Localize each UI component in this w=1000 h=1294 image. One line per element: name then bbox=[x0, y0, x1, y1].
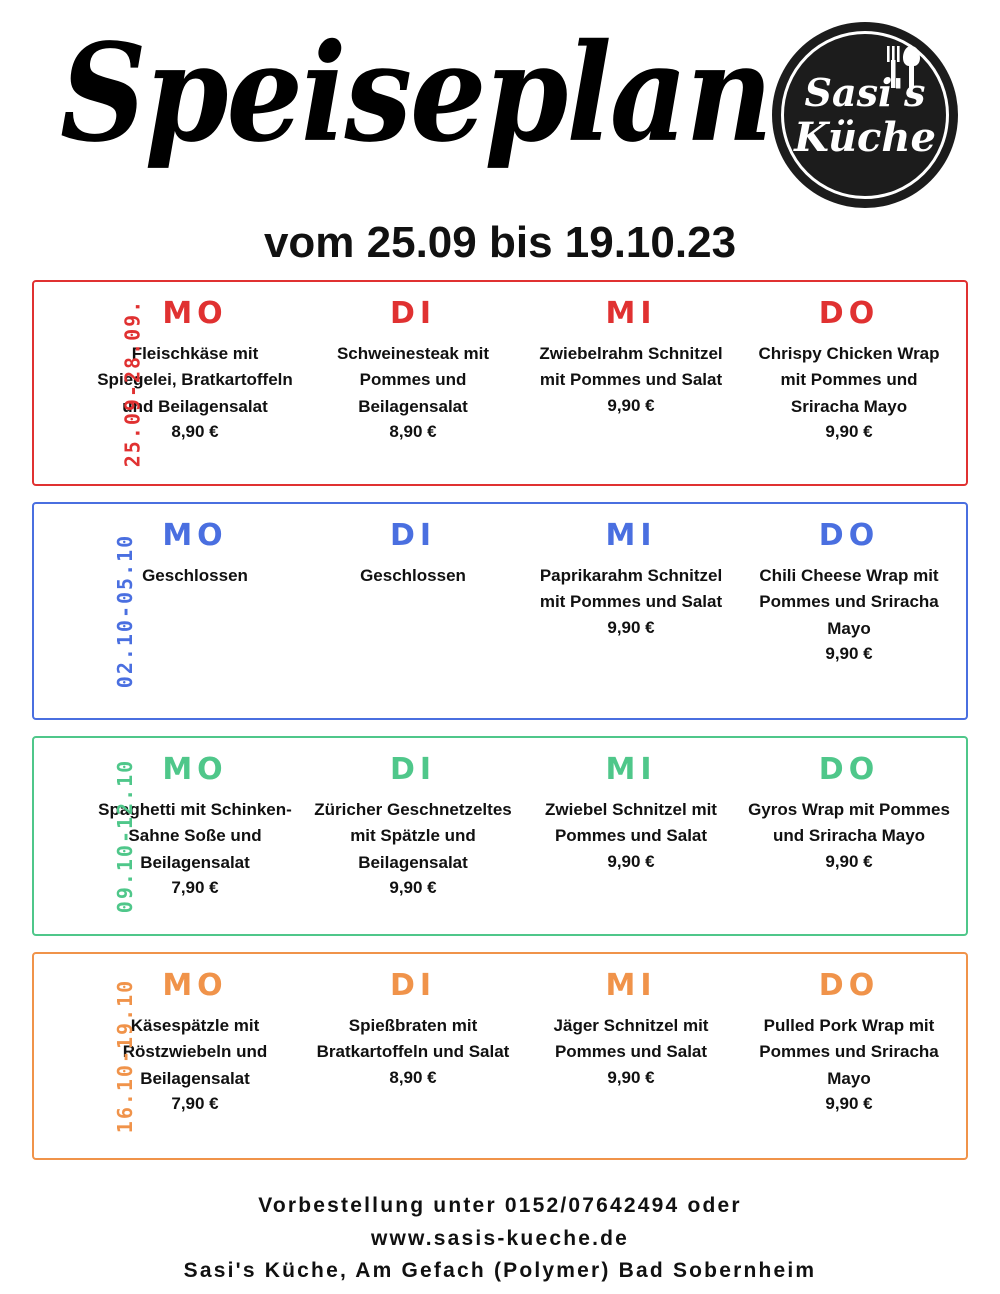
price-do-3: 9,90 € bbox=[825, 851, 873, 871]
day-name-di-4: DI bbox=[389, 968, 437, 1003]
day-column-mi-3 bbox=[522, 748, 740, 898]
dish-mo-4: Käsespätzle mit Röstzwiebeln und Beilagensalat bbox=[122, 1016, 268, 1088]
week-block-4 bbox=[32, 952, 968, 1160]
week-block-3 bbox=[32, 736, 968, 936]
dish-do-4: Pulled Pork Wrap mit Pommes und Sriracha Mayo bbox=[759, 1016, 939, 1088]
poster-header bbox=[0, 0, 1000, 280]
price-do-1: 9,90 € bbox=[825, 422, 873, 442]
poster-footer bbox=[0, 1190, 1000, 1288]
week-days-1 bbox=[86, 292, 958, 442]
day-column-do-1 bbox=[740, 292, 958, 442]
day-column-do-4 bbox=[740, 964, 958, 1114]
dish-do-1: Chrispy Chicken Wrap mit Pommes und Sriracha Mayo bbox=[758, 344, 940, 416]
dish-di-1: Schweinesteak mit Pommes und Beilagensalat bbox=[336, 344, 490, 416]
price-mi-3: 9,90 € bbox=[607, 851, 655, 871]
week-date-range-2: 02.10-05.10 bbox=[113, 533, 138, 689]
price-mi-4: 9,90 € bbox=[607, 1067, 655, 1087]
day-name-di-1: DI bbox=[389, 296, 437, 331]
date-range-subtitle: vom 25.09 bis 19.10.23 bbox=[263, 218, 737, 267]
day-column-di-2 bbox=[304, 514, 522, 664]
day-column-di-1 bbox=[304, 292, 522, 442]
price-mo-3: 7,90 € bbox=[171, 878, 219, 898]
day-name-mi-2: MI bbox=[605, 518, 657, 553]
day-name-mi-3: MI bbox=[605, 752, 657, 787]
week-days-2 bbox=[86, 514, 958, 664]
week-days-4 bbox=[86, 964, 958, 1114]
price-di-3: 9,90 € bbox=[389, 878, 437, 898]
day-column-mi-2 bbox=[522, 514, 740, 664]
dish-do-3: Gyros Wrap mit Pommes und Sriracha Mayo bbox=[748, 800, 950, 846]
day-name-mo-1: MO bbox=[162, 296, 228, 331]
price-mo-1: 8,90 € bbox=[171, 422, 219, 442]
day-column-do-2 bbox=[740, 514, 958, 664]
week-date-range-3: 09.10-12.10 bbox=[113, 758, 138, 914]
day-name-mi-4: MI bbox=[605, 968, 657, 1003]
logo-name-line1: Sasi's bbox=[804, 70, 926, 115]
dish-mo-3: Spaghetti mit Schinken-Sahne Soße und Beilagensalat bbox=[98, 800, 292, 872]
day-name-mo-2: MO bbox=[162, 518, 228, 553]
week-date-range-1: 25.09-28.09. bbox=[120, 298, 145, 468]
day-name-di-3: DI bbox=[389, 752, 437, 787]
dish-mo-1: Fleischkäse mit Spiegelei, Bratkartoffeln und Beilagensalat bbox=[97, 344, 293, 416]
day-name-do-4: DO bbox=[818, 968, 880, 1003]
dish-mi-3: Zwiebel Schnitzel mit Pommes und Salat bbox=[545, 800, 717, 846]
day-name-do-2: DO bbox=[818, 518, 880, 553]
dish-di-2: Geschlossen bbox=[360, 566, 466, 585]
restaurant-logo bbox=[772, 22, 958, 208]
price-do-2: 9,90 € bbox=[825, 644, 873, 664]
dish-di-3: Züricher Geschnetzeltes mit Spätzle und Beilagensalat bbox=[314, 800, 512, 872]
day-column-di-4 bbox=[304, 964, 522, 1114]
day-column-mo-1 bbox=[86, 292, 304, 442]
footer-preorder-line: Vorbestellung unter 0152/07642494 oder bbox=[258, 1194, 742, 1218]
price-di-1: 8,90 € bbox=[389, 422, 437, 442]
footer-address: Sasi's Küche, Am Gefach (Polymer) Bad Sobernheim bbox=[183, 1259, 817, 1283]
page-title: Speiseplan bbox=[60, 14, 771, 173]
day-name-mo-3: MO bbox=[162, 752, 228, 787]
day-column-mi-1 bbox=[522, 292, 740, 442]
week-block-2 bbox=[32, 502, 968, 720]
day-name-mo-4: MO bbox=[162, 968, 228, 1003]
day-name-di-2: DI bbox=[389, 518, 437, 553]
day-column-di-3 bbox=[304, 748, 522, 898]
dish-mi-2: Paprikarahm Schnitzel mit Pommes und Salat bbox=[539, 566, 723, 612]
week-days-3 bbox=[86, 748, 958, 898]
price-mi-1: 9,90 € bbox=[607, 395, 655, 415]
day-name-mi-1: MI bbox=[605, 296, 657, 331]
footer-website[interactable]: www.sasis-kueche.de bbox=[370, 1226, 630, 1250]
price-mi-2: 9,90 € bbox=[607, 617, 655, 637]
dish-mi-4: Jäger Schnitzel mit Pommes und Salat bbox=[553, 1016, 709, 1062]
day-column-do-3 bbox=[740, 748, 958, 898]
price-do-4: 9,90 € bbox=[825, 1094, 873, 1114]
week-date-range-4: 16.10-19.10 bbox=[113, 978, 138, 1134]
dish-mi-1: Zwiebelrahm Schnitzel mit Pommes und Salat bbox=[539, 344, 723, 390]
dish-di-4: Spießbraten mit Bratkartoffeln und Salat bbox=[316, 1016, 510, 1062]
week-block-1 bbox=[32, 280, 968, 486]
menu-weeks-container bbox=[0, 280, 1000, 1160]
day-name-do-1: DO bbox=[818, 296, 880, 331]
day-column-mi-4 bbox=[522, 964, 740, 1114]
price-di-4: 8,90 € bbox=[389, 1067, 437, 1087]
dish-mo-2: Geschlossen bbox=[142, 566, 248, 585]
day-name-do-3: DO bbox=[818, 752, 880, 787]
price-mo-4: 7,90 € bbox=[171, 1094, 219, 1114]
dish-do-2: Chili Cheese Wrap mit Pommes und Sriracha Mayo bbox=[759, 566, 939, 638]
logo-name-line2: Küche bbox=[794, 114, 936, 161]
